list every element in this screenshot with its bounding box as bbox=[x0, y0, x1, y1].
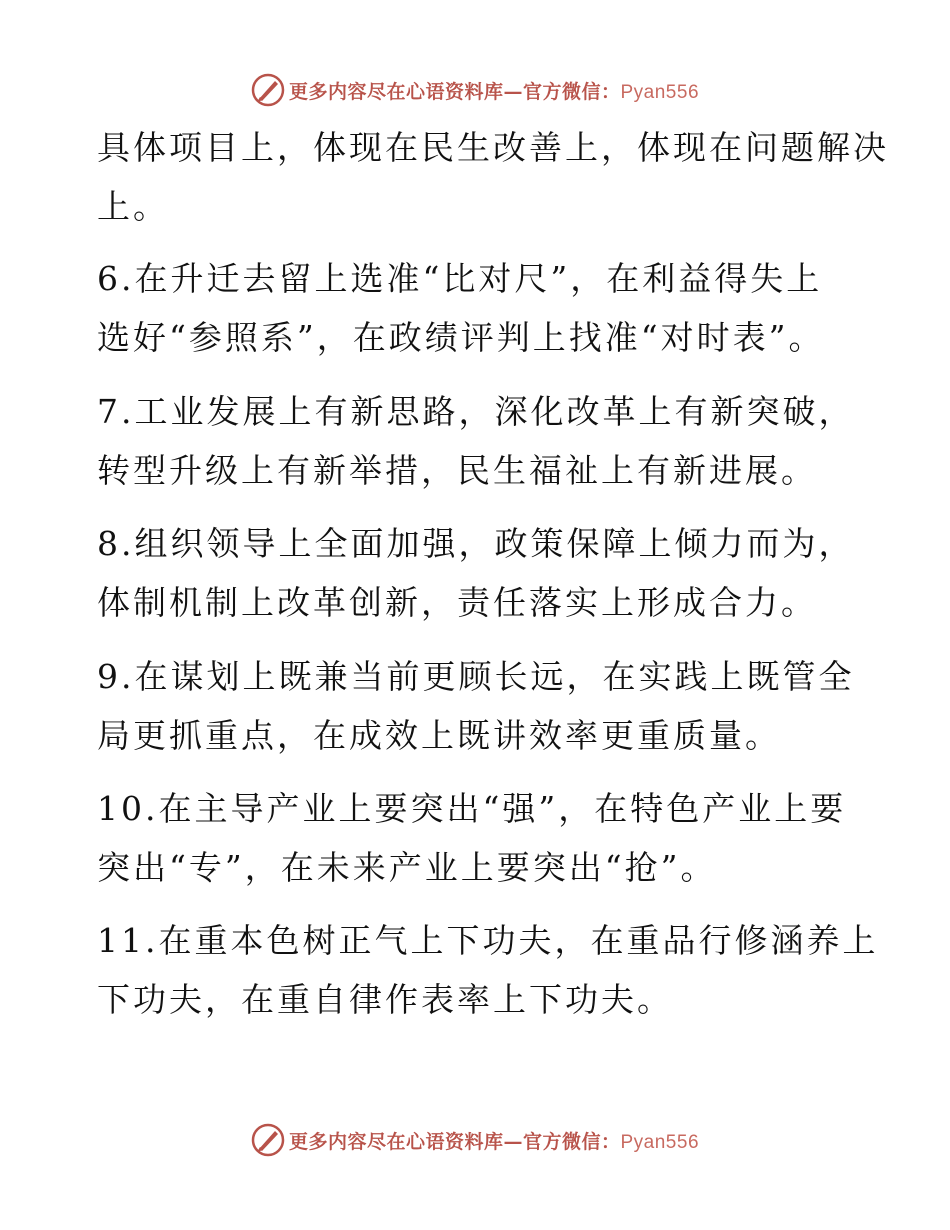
body-line: 上。 bbox=[97, 187, 169, 226]
body-line: 10.在主导产业上要突出“强”，在特色产业上要 bbox=[97, 789, 847, 828]
body-line: 选好“参照系”，在政绩评判上找准“对时表”。 bbox=[97, 318, 825, 357]
body-line: 局更抓重点，在成效上既讲效率更重质量。 bbox=[97, 716, 781, 755]
body-line: 突出“专”，在未来产业上要突出“抢”。 bbox=[97, 848, 717, 887]
body-line: 具体项目上，体现在民生改善上，体现在问题解决 bbox=[97, 128, 889, 167]
quill-pen-logo-icon bbox=[251, 1123, 285, 1157]
banner-text: 更多内容尽在心语资料库—官方微信： bbox=[288, 1130, 621, 1153]
footer-banner bbox=[0, 1120, 950, 1160]
banner-caption bbox=[289, 1127, 699, 1154]
body-line: 体制机制上改革创新，责任落实上形成合力。 bbox=[97, 583, 817, 622]
body-line: 11.在重本色树正气上下功夫，在重品行修涵养上 bbox=[97, 921, 879, 960]
banner-wechat-id: Pyan556 bbox=[620, 1131, 700, 1153]
banner-text: 更多内容尽在心语资料库—官方微信： bbox=[288, 80, 621, 103]
body-line: 下功夫，在重自律作表率上下功夫。 bbox=[97, 980, 673, 1019]
body-line: 6.在升迁去留上选准“比对尺”，在利益得失上 bbox=[97, 259, 823, 298]
body-line: 9.在谋划上既兼当前更顾长远，在实践上既管全 bbox=[97, 657, 855, 696]
body-line: 7.工业发展上有新思路，深化改革上有新突破， bbox=[97, 392, 855, 431]
body-line: 转型升级上有新举措，民生福祉上有新进展。 bbox=[97, 451, 817, 490]
body-line: 8.组织领导上全面加强，政策保障上倾力而为， bbox=[97, 524, 855, 563]
banner-wechat-id: Pyan556 bbox=[620, 81, 700, 103]
